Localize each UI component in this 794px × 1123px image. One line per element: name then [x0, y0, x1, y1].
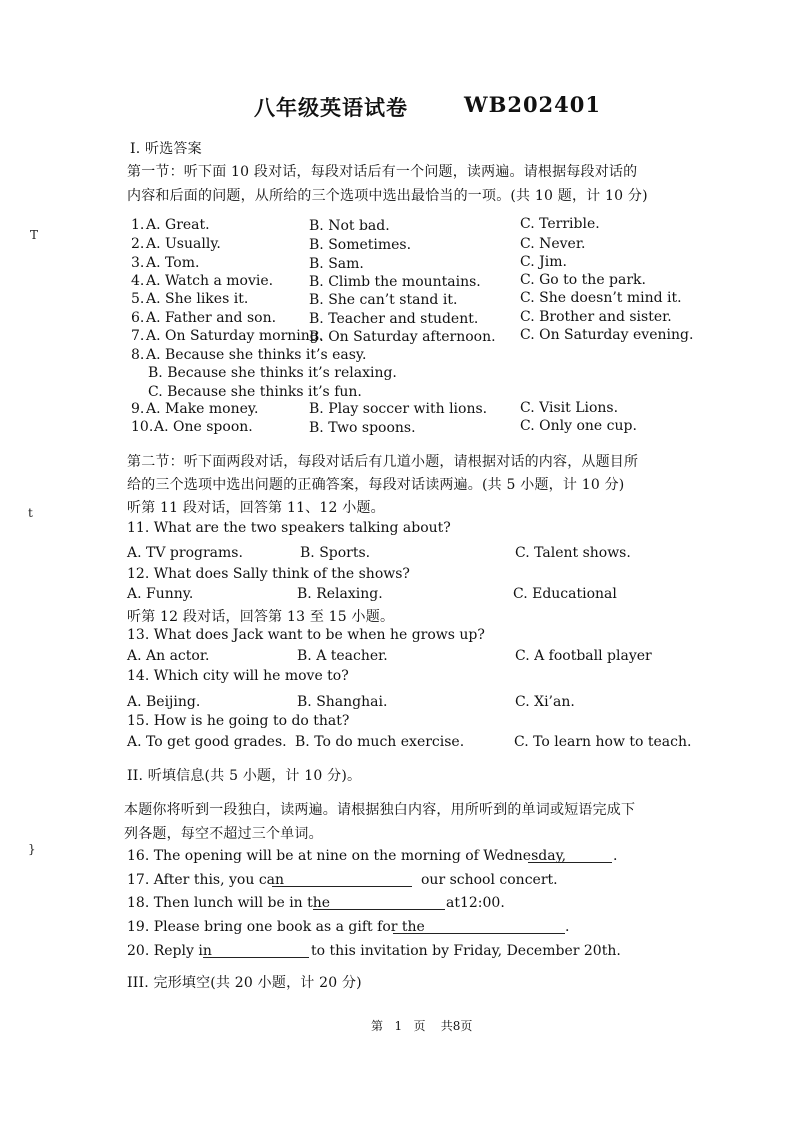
section2-intro-line1: 本题你将听到一段独白，读两遍。请根据独白内容，用所听到的单词或短语完成下: [124, 802, 636, 818]
option-c: C. Because she thinks it’s fun.: [148, 384, 362, 400]
option-a: A. One spoon.: [154, 419, 253, 435]
answer-blank[interactable]: [528, 862, 612, 863]
option-a: A. Tom.: [146, 255, 200, 271]
exam-code: WB202401: [464, 92, 602, 117]
option-c: C. Never.: [520, 236, 586, 252]
fill-question-text: 18. Then lunch will be in the: [127, 895, 331, 911]
question-stem: 14. Which city will he move to?: [127, 668, 349, 684]
option-b: B. Sports.: [300, 545, 371, 561]
option-b: B. Because she thinks it’s relaxing.: [148, 365, 397, 381]
answer-blank[interactable]: [313, 909, 445, 910]
fill-question-text: 20. Reply in: [127, 943, 212, 959]
option-b: B. Sam.: [309, 256, 364, 272]
option-c: C. To learn how to teach.: [514, 734, 692, 750]
option-c: C. A football player: [515, 648, 652, 664]
margin-mark: }: [28, 842, 36, 856]
option-c: C. On Saturday evening.: [520, 327, 694, 343]
question-stem: 13. What does Jack want to be when he grows up?: [127, 627, 485, 643]
option-b: B. Play soccer with lions.: [309, 401, 488, 417]
option-b: B. A teacher.: [297, 648, 388, 664]
option-b: B. Two spoons.: [309, 420, 416, 436]
fill-question-end: our school concert.: [421, 872, 558, 888]
option-c: C. Xi’an.: [515, 694, 575, 710]
question-number: 2.: [131, 236, 145, 252]
part2-instructions-line1: 第二节：听下面两段对话，每段对话后有几道小题，请根据对话的内容，从题目所: [127, 454, 639, 470]
question-number: 10.: [131, 419, 154, 435]
option-a: A. Because she thinks it’s easy.: [146, 347, 367, 363]
option-c: C. Jim.: [520, 254, 567, 270]
option-b: B. Not bad.: [309, 218, 390, 234]
question-stem: 12. What does Sally think of the shows?: [127, 566, 410, 582]
question-number: 5.: [131, 291, 145, 307]
dialog-instruction: 听第 11 段对话，回答第 11、12 小题。: [127, 500, 385, 516]
option-b: B. On Saturday afternoon.: [309, 329, 496, 345]
question-number: 1.: [131, 217, 145, 233]
option-a: A. To get good grades.: [127, 734, 287, 750]
section2-heading: II. 听填信息(共 5 小题，计 10 分)。: [127, 768, 362, 784]
question-number: 3.: [131, 255, 145, 271]
question-number: 9.: [131, 401, 145, 417]
part1-instructions-line2: 内容和后面的问题，从所给的三个选项中选出最恰当的一项。(共 10 题，计 10 分): [127, 188, 648, 204]
option-a: A. Father and son.: [146, 310, 277, 326]
answer-blank[interactable]: [272, 886, 412, 887]
option-b: B. Sometimes.: [309, 237, 412, 253]
fill-question-text: 16. The opening will be at nine on the morning of Wednesday,: [127, 848, 567, 864]
section1-heading: I. 听选答案: [130, 141, 202, 157]
option-c: C. Terrible.: [520, 216, 600, 232]
margin-mark: T: [30, 228, 39, 242]
option-a: A. Make money.: [146, 401, 259, 417]
margin-mark: t: [28, 506, 33, 520]
option-a: A. An actor.: [127, 648, 210, 664]
fill-question-text: 19. Please bring one book as a gift for the: [127, 919, 425, 935]
option-a: A. TV programs.: [127, 545, 243, 561]
answer-blank[interactable]: [393, 933, 565, 934]
part1-instructions-line1: 第一节：听下面 10 段对话，每段对话后有一个问题，读两遍。请根据每段对话的: [127, 164, 638, 180]
option-a: A. On Saturday morning.: [146, 328, 324, 344]
page-footer: 第 1 页 共8页: [371, 1019, 473, 1033]
option-b: B. Relaxing.: [297, 586, 383, 602]
section2-intro-line2: 列各题，每空不超过三个单词。: [124, 826, 323, 842]
option-c: C. Talent shows.: [515, 545, 631, 561]
fill-question-text: 17. After this, you can: [127, 872, 285, 888]
option-a: A. Usually.: [146, 236, 221, 252]
option-a: A. Beijing.: [127, 694, 201, 710]
option-c: C. Visit Lions.: [520, 400, 619, 416]
answer-blank[interactable]: [203, 957, 309, 958]
option-b: B. She can’t stand it.: [309, 292, 458, 308]
section3-heading: III. 完形填空(共 20 小题，计 20 分): [127, 975, 362, 991]
option-c: C. Brother and sister.: [520, 309, 672, 325]
fill-question-end: .: [565, 919, 570, 935]
question-number: 8.: [131, 347, 145, 363]
page-title: 八年级英语试卷: [254, 95, 408, 120]
fill-question-end: to this invitation by Friday, December 20th.: [311, 943, 621, 959]
option-c: C. She doesn’t mind it.: [520, 290, 682, 306]
option-a: A. Great.: [146, 217, 210, 233]
option-b: B. To do much exercise.: [295, 734, 465, 750]
option-b: B. Climb the mountains.: [309, 274, 481, 290]
option-b: B. Shanghai.: [297, 694, 388, 710]
dialog-instruction: 听第 12 段对话，回答第 13 至 15 小题。: [127, 609, 395, 625]
option-c: C. Only one cup.: [520, 418, 637, 434]
question-stem: 15. How is he going to do that?: [127, 713, 350, 729]
question-number: 4.: [131, 273, 145, 289]
question-stem: 11. What are the two speakers talking about?: [127, 520, 451, 536]
part2-instructions-line2: 给的三个选项中选出问题的正确答案，每段对话读两遍。(共 5 小题，计 10 分): [127, 477, 625, 493]
fill-question-end: at12:00.: [446, 895, 505, 911]
option-a: A. Watch a movie.: [146, 273, 274, 289]
option-a: A. Funny.: [127, 586, 194, 602]
option-b: B. Teacher and student.: [309, 311, 479, 327]
option-c: C. Go to the park.: [520, 272, 646, 288]
fill-question-end: .: [613, 848, 618, 864]
option-c: C. Educational: [513, 586, 617, 602]
question-number: 6.: [131, 310, 145, 326]
option-a: A. She likes it.: [146, 291, 249, 307]
question-number: 7.: [131, 328, 145, 344]
